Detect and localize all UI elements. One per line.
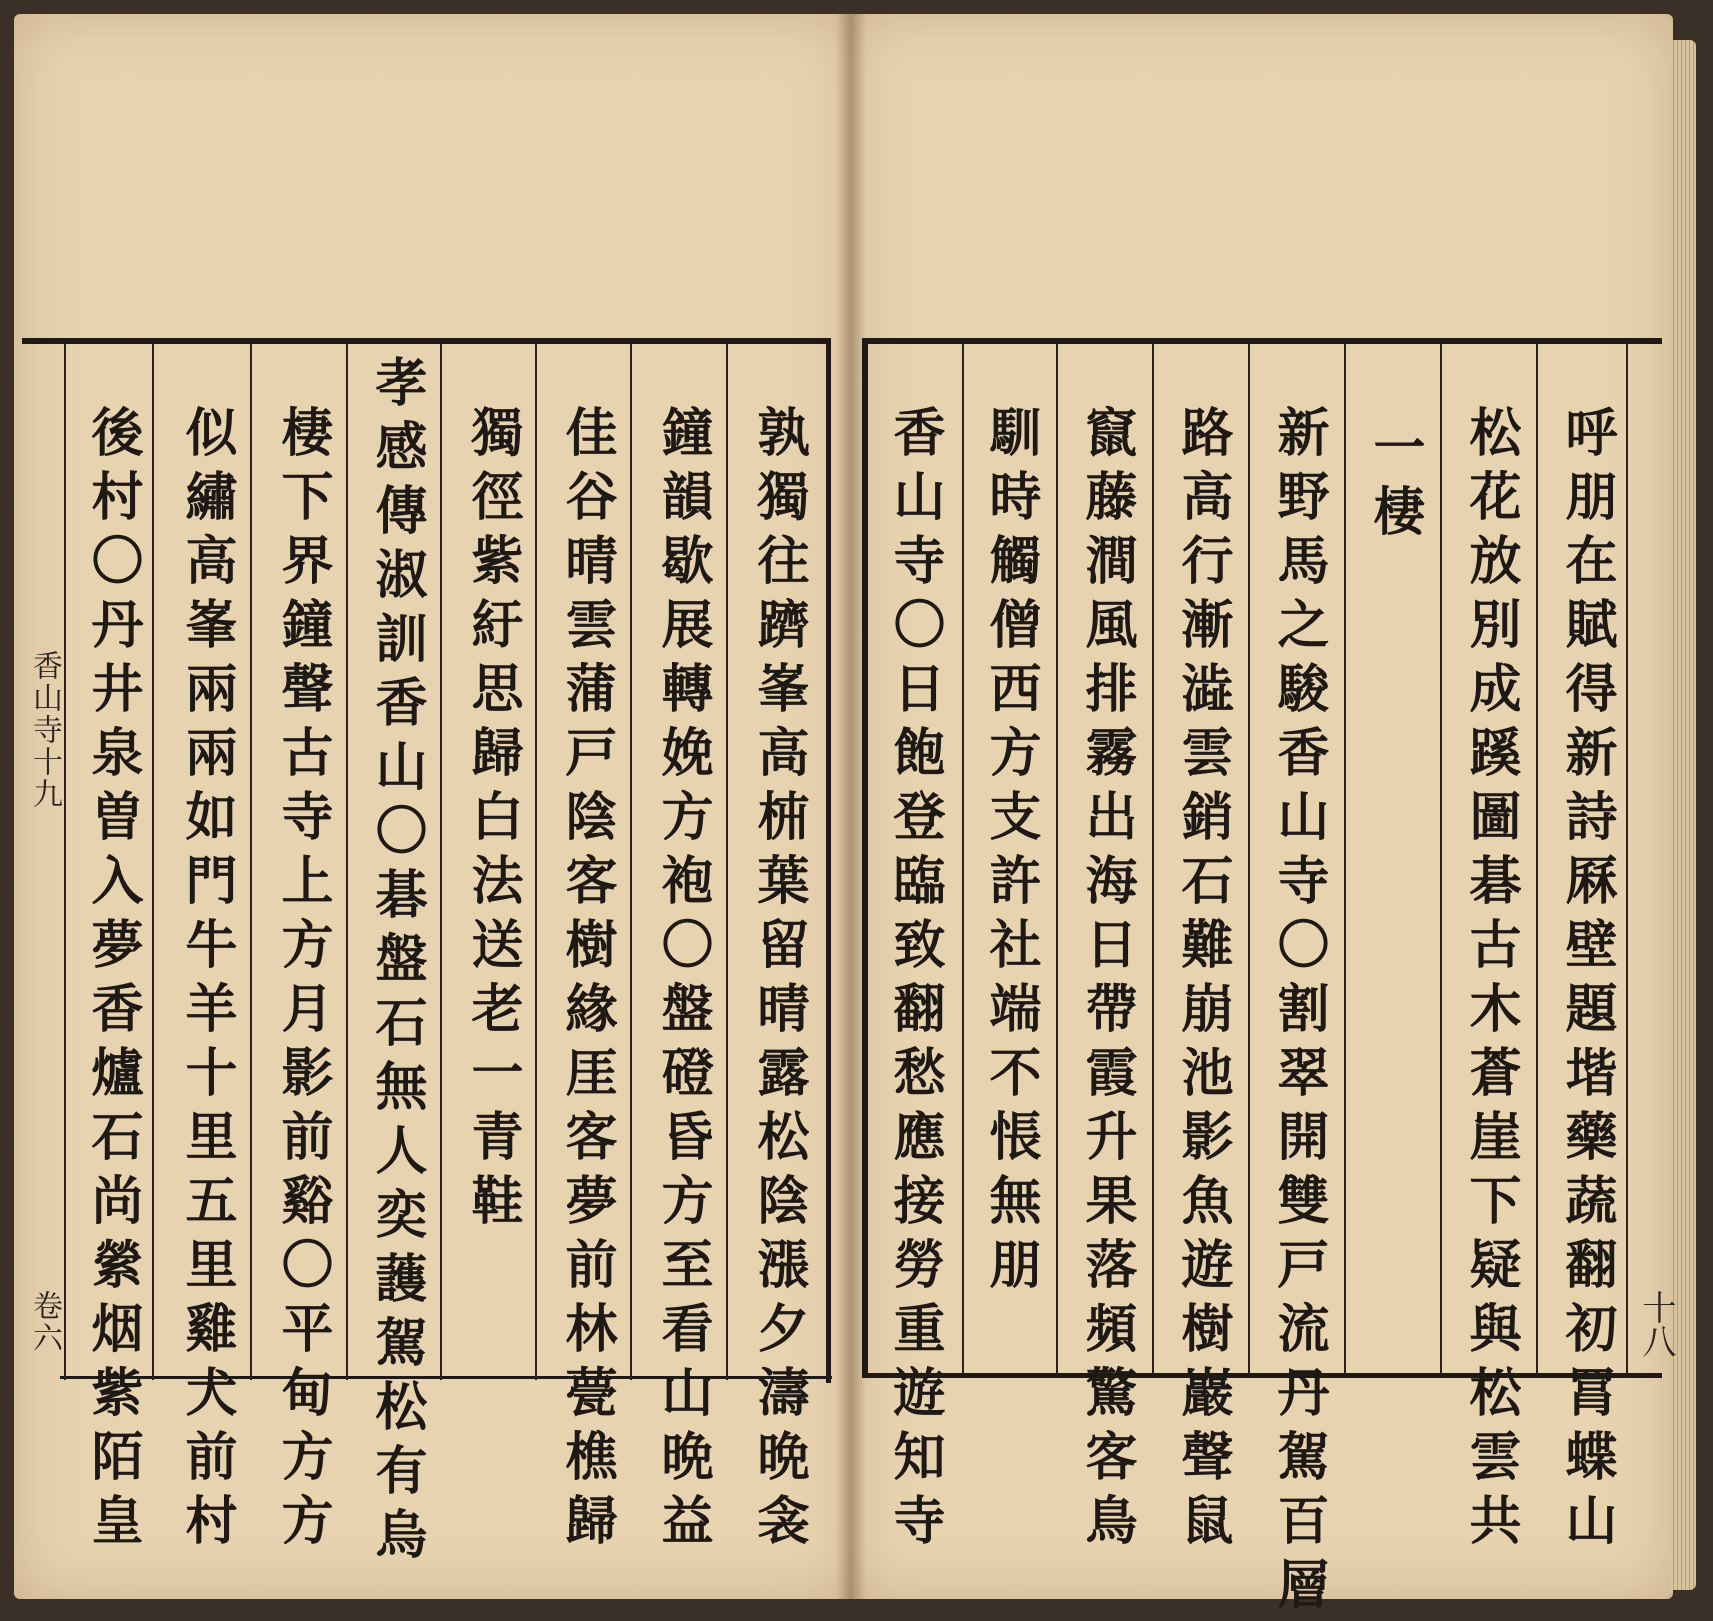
text-column: 松花放別成蹊圖碁古木蒼崖下疑與松雲共 <box>1460 405 1521 1557</box>
divider <box>1152 344 1154 1374</box>
divider <box>250 344 252 1380</box>
text-column: 呼朋在賦得新詩厤壁題堦藥蔬翻初罥蝶山 <box>1556 405 1617 1557</box>
right-page <box>850 14 1673 1599</box>
left-frame-edge <box>826 338 831 1383</box>
right-frame-edge <box>862 338 868 1378</box>
divider <box>726 344 728 1380</box>
text-column: 後村〇丹井泉曽入夢香爐石尚縈烟紫陌皇 <box>82 405 143 1557</box>
divider <box>440 344 442 1380</box>
divider <box>64 344 66 1380</box>
text-column: 一棲 <box>1364 420 1425 548</box>
text-column: 馴時觸僧西方支許社端不悵無朋 <box>980 405 1041 1301</box>
text-column: 新野馬之駿香山寺〇割翠開雙戸流丹駕百層 <box>1268 405 1329 1621</box>
divider <box>1440 344 1442 1374</box>
juan-label: 卷六 <box>27 1290 62 1354</box>
text-column: 竄藤澗風排霧出海日帶霞升果落頻驚客鳥 <box>1076 405 1137 1557</box>
text-column: 孰獨往躋峯高枾葉留晴露松陰漲夕濤晩衾 <box>748 405 809 1557</box>
text-column: 棲下界鐘聲古寺上方月影前谿〇平甸方方 <box>272 405 333 1557</box>
divider <box>1056 344 1058 1374</box>
divider <box>1626 344 1628 1374</box>
divider <box>962 344 964 1374</box>
right-bottom-rule <box>862 1373 1662 1378</box>
divider <box>1344 344 1346 1374</box>
divider <box>1536 344 1538 1374</box>
divider <box>346 344 348 1380</box>
text-column: 路高行漸澁雲銷石難崩池影魚遊樹巖聲鼠 <box>1172 405 1233 1557</box>
text-column: 似繡高峯兩兩如門牛羊十里五里雞犬前村 <box>176 405 237 1557</box>
divider <box>535 344 537 1380</box>
text-column: 鐘韻歇展轉娩方袍〇盤磴昏方至看山晩益 <box>652 405 713 1557</box>
divider <box>1248 344 1250 1374</box>
margin-title: 香山寺十九 <box>27 650 62 810</box>
text-column: 佳谷晴雲蒲戸陰客樹緣厓客夢前林甍樵歸 <box>556 405 617 1557</box>
text-column: 香山寺〇日飽登臨致翻愁應接勞重遊知寺 <box>884 405 945 1557</box>
divider <box>630 344 632 1380</box>
text-column: 獨徑紫紆思歸白法送老一青鞋 <box>462 405 523 1237</box>
folio-number: 十八 <box>1636 1290 1676 1358</box>
text-column: 孝感傳淑訓香山〇碁盤石無人奕䕶駕松有烏 <box>366 355 427 1571</box>
divider <box>152 344 154 1380</box>
